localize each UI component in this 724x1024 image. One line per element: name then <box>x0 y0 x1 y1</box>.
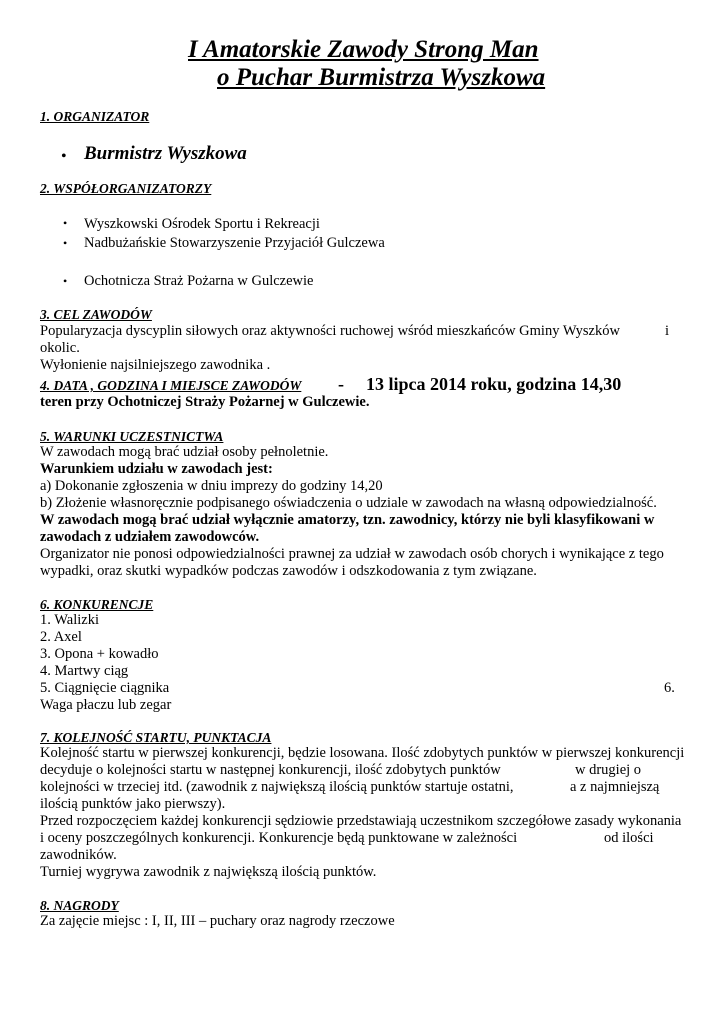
title-line-1: I Amatorskie Zawody Strong Man <box>188 36 539 63</box>
section-5-heading: 5. WARUNKI UCZESTNICTWA <box>40 429 224 444</box>
goal-line-1: Popularyzacja dyscyplin siłowych oraz aktywności ruchowej wśród mieszkańców Gminy Wyszków <box>40 323 620 339</box>
section-6-heading: 6. KONKURENCJE <box>40 597 154 612</box>
event-item: 3. Opona + kowadło <box>40 646 159 662</box>
section-3-heading: 3. CEL ZAWODÓW <box>40 307 152 322</box>
conditions-line: W zawodach mogą brać udział osoby pełnoletnie. <box>40 444 329 460</box>
order-line: ilością punktów jako pierwszy). <box>40 796 226 812</box>
conditions-line: wypadki, oraz skutki wypadków podczas zawodów i odszkodowania z tym związane. <box>40 563 537 579</box>
section-7-heading: 7. KOLEJNOŚĆ STARTU, PUNKTACJA <box>40 730 272 745</box>
section-2-heading: 2. WSPÓŁORGANIZATORZY <box>40 181 212 196</box>
order-line: Kolejność startu w pierwszej konkurencji, będzie losowana. Ilość zdobytych punktów w pierwszej konkurencji <box>40 745 685 761</box>
goal-line-1-end: i <box>665 323 670 339</box>
order-line: Przed rozpoczęciem każdej konkurencji sędziowie przedstawiają uczestnikom szczegółowe zasady wykonania <box>40 813 682 829</box>
order-line: decyduje o kolejności startu w następnej konkurencji, ilość zdobytych punktów <box>40 762 501 778</box>
event-item-6-number: 6. <box>664 680 675 696</box>
order-line: Turniej wygrywa zawodnik z największą ilością punktów. <box>40 864 377 880</box>
order-line: zawodników. <box>40 847 117 863</box>
conditions-line: a) Dokonanie zgłoszenia w dniu imprezy do godziny 14,20 <box>40 478 383 494</box>
section-1-heading: 1. ORGANIZATOR <box>40 109 150 124</box>
conditions-line: b) Złożenie własnoręcznie podpisanego oświadczenia o udziale w zawodach na własną odpowiedzialność. <box>40 495 657 511</box>
event-item: 2. Axel <box>40 629 82 645</box>
conditions-line: zawodach z udziałem zawodowców. <box>40 529 260 545</box>
order-line-end: od ilości <box>604 830 654 846</box>
section-8-heading: 8. NAGRODY <box>40 898 119 913</box>
conditions-line: Warunkiem udziału w zawodach jest: <box>40 461 273 477</box>
event-item: 5. Ciągnięcie ciągnika <box>40 680 170 696</box>
date-dash: - <box>338 374 344 394</box>
bullet-icon: • <box>63 236 68 250</box>
event-item: Waga płaczu lub zegar <box>40 697 172 713</box>
order-line: kolejności w trzeciej itd. (zawodnik z największą ilością punktów startuje ostatni, <box>40 779 514 795</box>
prizes-line: Za zajęcie miejsc : I, II, III – puchary oraz nagrody rzeczowe <box>40 913 395 929</box>
bullet-icon: • <box>63 274 68 288</box>
co-organizer-item: Wyszkowski Ośrodek Sportu i Rekreacji <box>84 216 320 232</box>
bullet-icon: • <box>61 148 67 165</box>
order-line: i oceny poszczególnych konkurencji. Konkurencje będą punktowane w zależności <box>40 830 518 846</box>
co-organizer-item: Nadbużańskie Stowarzyszenie Przyjaciół Gulczewa <box>84 235 385 251</box>
event-date: 13 lipca 2014 roku, godzina 14,30 <box>366 374 622 394</box>
event-place: teren przy Ochotniczej Straży Pożarnej w Gulczewie. <box>40 394 370 410</box>
conditions-line: W zawodach mogą brać udział wyłącznie amatorzy, tzn. zawodnicy, którzy nie byli klasyfikowani w <box>40 512 655 528</box>
order-line-end: a z najmniejszą <box>570 779 660 795</box>
section-4-heading: 4. DATA , GODZINA I MIEJSCE ZAWODÓW <box>40 378 302 393</box>
title-line-2: o Puchar Burmistrza Wyszkowa <box>217 64 546 91</box>
bullet-icon: • <box>63 216 68 230</box>
event-item: 4. Martwy ciąg <box>40 663 129 679</box>
co-organizer-item: Ochotnicza Straż Pożarna w Gulczewie <box>84 273 314 289</box>
order-line-end: w drugiej o <box>575 762 642 778</box>
goal-line-2: okolic. <box>40 340 80 356</box>
conditions-line: Organizator nie ponosi odpowiedzialności prawnej za udział w zawodach osób chorych i wynikające z tego <box>40 546 664 562</box>
event-item: 1. Walizki <box>40 612 99 628</box>
organizer-name: Burmistrz Wyszkowa <box>84 143 247 164</box>
goal-line-3: Wyłonienie najsilniejszego zawodnika . <box>40 357 271 373</box>
